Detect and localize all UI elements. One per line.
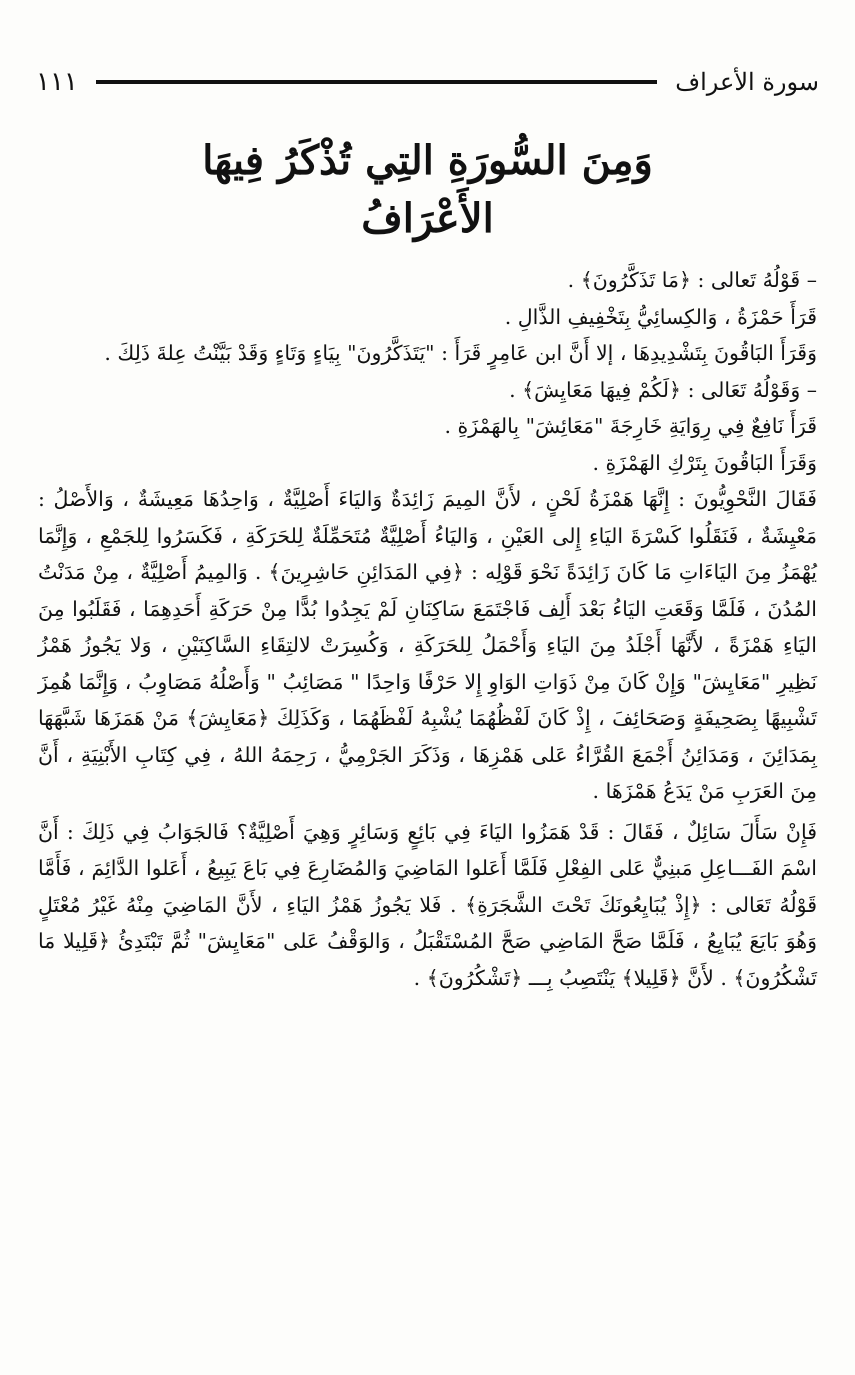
paragraph: – وَقَوْلُهُ تَعَالى : ﴿لَكُمْ فِيهَا مَعَايِشَ﴾ . — [509, 377, 817, 402]
paragraph: فَإِنْ سَأَلَ سَائِلٌ ، فَقَالَ : قَدْ هَمَزُوا اليَاءَ فِي بَائِعٍ وَسَائِرٍ وَهِيَ أَصْلِيَّةٌ؟ فَالجَوَابُ فِي ذَلِكَ : أَنَّ اسْمَ الفَـــاعِلِ مَبنِيٌّ عَلى الفِعْلِ فَلَمَّا أَعَلوا المَاضِيَ وَالمُضَارِعَ فِي بَاعَ يَبِيعُ ، أَعَلوا الدَّائِمَ ، فَأَمَّا قَوْلُهُ تَعَالى : ﴿إِذْ يُبَايِعُونَكَ تَحْتَ الشَّجَرَةِ﴾ . فَلا يَجُوزُ هَمْزُ اليَاءِ ، لأَنَّ المَاضِيَ مِنْهُ غَيْرُ مُعْتَلٍ وَهُوَ بَايَعَ يُبَايِعُ ، فَلَمَّا صَحَّ المَاضِي صَحَّ المُسْتَقْبَلُ ، وَالوَقْفُ عَلى "مَعَايِشَ" ثُمَّ تَبْتَدِئُ ﴿قَلِيلا مَا تَشْكُرُونَ﴾ . لأَنَّ ﴿قَلِيلا﴾ يَنْتَصِبُ بِـــ ﴿تَشْكُرُونَ﴾ . — [38, 819, 817, 990]
chapter-title-line-1: وَمِنَ السُّورَةِ التِي تُذْكَرُ فِيهَا — [202, 137, 653, 184]
chapter-title-line-2: الأَعْرَافُ — [361, 195, 494, 242]
paragraph: قَرَأَ حَمْزَةُ ، وَالكِسائِيُّ بِتَخْفِيفِ الذَّالِ . — [504, 304, 817, 329]
page-number: ١١١ — [36, 67, 78, 97]
paragraph: وَقَرَأَ البَاقُونَ بِتَشْدِيدِهَا ، إلا أَنَّ ابن عَامِرٍ قَرَأَ : "يَتَذَكَّرُونَ" بِيَاءٍ وَتَاءٍ وَقَدْ بَيَّنْتُ عِلةَ ذَلِكَ . — [104, 341, 817, 365]
paragraph: قَرَأَ نَافِعٌ فِي رِوَايَةِ خَارِجَةَ "مَعَائِشَ" بِالهَمْزَةِ . — [444, 414, 817, 438]
chapter-title — [0, 132, 855, 248]
paragraph: فَقَالَ النَّحْوِيُّونَ : إِنَّهَا هَمْزَةُ لَحْنٍ ، لأَنَّ المِيمَ زَائِدَةٌ وَاليَاءَ أَصْلِيَّةٌ ، وَاحِدُهَا مَعِيشَةٌ ، وَالأَصْلُ : مَعْيِشَةٌ ، فَنَقَلُوا كَسْرَةَ اليَاءِ إِلى العَيْنِ ، وَاليَاءُ أَصْلِيَّةٌ مُتَحَمِّلَةٌ لِلحَرَكَةِ ، فَكَسَرُوا لِلجَمْعِ ، وَإِنَّمَا يُهْمَزُ مِنَ اليَاءَاتِ مَا كَانَ زَائِدَةً نَحْوَ قَوْلِه : ﴿فِي المَدَائِنِ حَاشِرِينَ﴾ . وَالمِيمُ أَصْلِيَّةٌ ، مِنْ مَدَنْتُ المُدُنَ ، فَلَمَّا وَقَعَتِ اليَاءُ بَعْدَ أَلِف فَاجْتَمَعَ سَاكِنَانِ لَمْ يَجِدُوا بُدًّا مِنْ حَرَكَةِ أَحَدِهِمَا ، فَقَلَبُوا مِنَ اليَاءِ هَمْزَةً ، لأَنَّهَا أَجْلَدُ مِنَ اليَاءِ وَأَحْمَلُ لِلحَرَكَةِ ، وَكُسِرَتْ لالتِقَاءِ السَّاكِنَيْنِ ، وَلا يَجُوزُ هَمْزُ نَظِيرِ "مَعَايِشَ" وَإِنْ كَانَ مِنْ ذَوَاتِ الوَاوِ إِلا حَرْفًا وَاحِدًا " مَصَائِبُ " وَأَصْلُهُ مَصَاوِبُ ، وَإِنَّمَا هُمِزَ تَشْبِيهًا بِصَحِيفَةٍ وَصَحَائِفَ ، إِذْ كَانَ لَفْظُهُمَا يُشْبِهُ لَفْظَهُمَا ، وَكَذَلِكَ ﴿مَعَايِشَ﴾ مَنْ هَمَزَهَا شَبَّهَهَا بِمَدَائِنَ ، وَمَدَائِنُ أَجْمَعَ القُرَّاءُ عَلى هَمْزِهَا ، وَذَكَرَ الجَرْمِيُّ ، رَحِمَهُ اللهُ ، فِي كِتَابِ الأَبْنِيَةِ ، أَنَّ مِنَ العَرَبِ مَنْ يَدَعُ هَمْزَهَا . — [38, 487, 817, 803]
paragraph: وَقَرَأَ البَاقُونَ بِتَرْكِ الهَمْزَةِ . — [592, 450, 817, 475]
sura-name: سورة الأعراف — [675, 68, 819, 96]
header-rule — [96, 80, 657, 84]
running-header — [36, 62, 819, 102]
body-text — [38, 262, 817, 996]
paragraph: – قَوْلُهُ تَعالى : ﴿مَا تَذَكَّرُونَ﴾ . — [567, 268, 817, 292]
